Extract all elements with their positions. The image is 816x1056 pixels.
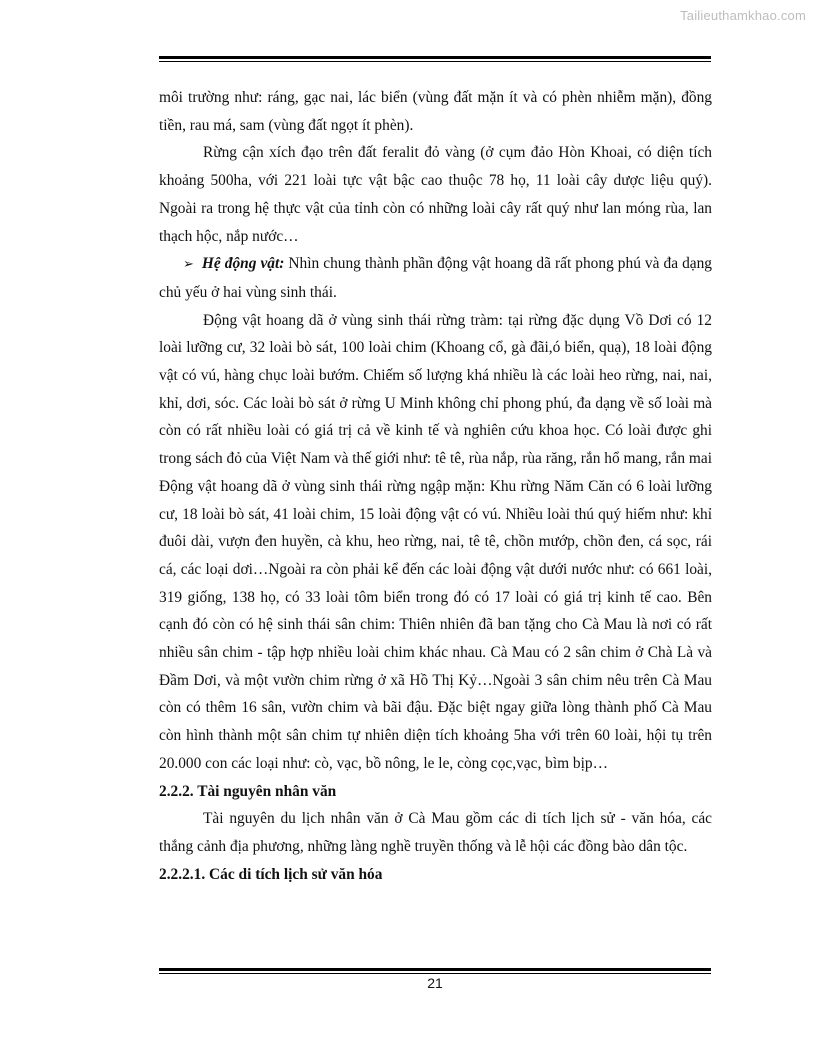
arrow-bullet-icon: ➢ xyxy=(183,257,194,273)
section-heading-tai-nguyen-nhan-van: 2.2.2. Tài nguyên nhân văn xyxy=(159,782,337,800)
he-dong-vat-text: Nhìn chung thành phần động vật hoang dã rất phong phú và đa dạng chủ yếu ở hai vùng sinh thái. xyxy=(159,255,712,301)
he-dong-vat-label: Hệ động vật: xyxy=(201,255,285,273)
footer-rule xyxy=(159,968,711,974)
paragraph-continued: môi trường như: ráng, gạc nai, lác biển (vùng đất mặn ít và có phèn nhiễm mặn), đồng tiền, rau má, sam (vùng đất ngọt ít phèn). xyxy=(159,89,712,134)
paragraph-dong-vat-hoang-da: Động vật hoang dã ở vùng sinh thái rừng tràm: tại rừng đặc dụng Vồ Dơi có 12 loài lưỡng cư, 32 loài bò sát, 100 loài chim (Khoang cổ, gà đãi,ó biển, quạ), 18 loài động vật có vú, hàng chục loài bướm. Chiếm số lượng khá nhiều là các loài heo rừng, nai, nai, khỉ, dơi, sóc. Các loài bò sát ở rừng U Minh không chỉ phong phú, đa dạng về số loài mà còn có rất nhiều loài có giá trị cả về kinh tế và nghiên cứu khoa học. Có loài được ghi trong sách đỏ của Việt Nam và thế giới như: tê tê, rùa nắp, rùa răng, rắn hổ mang, rắn mai Động vật hoang dã ở vùng sinh thái rừng ngập mặn: Khu rừng Năm Căn có 6 loài lưỡng cư, 18 loài bò sát, 41 loài chim, 15 loài động vật có vú. Nhiều loài thú quý hiếm như: khỉ đuôi dài, vượn đen huyền, cà khu, heo rừng, nai, tê tê, chồn mướp, chồn đen, cá sọc, rái cá, các loại dơi…Ngoài ra còn phải kể đến các loài động vật dưới nước như: có 661 loài, 319 giống, 138 họ, có 33 loài tôm biển trong đó có 17 loài có giá trị kinh tế cao. Bên cạnh đó còn có hệ sinh thái sân chim: Thiên nhiên đã ban tặng cho Cà Mau là nơi có rất nhiều sân chim - tập hợp nhiều loài chim khác nhau. Cà Mau có 2 sân chim ở Chà Là và Đầm Dơi, và một vườn chim rừng ở xã Hồ Thị Kỷ…Ngoài 3 sân chim nêu trên Cà Mau còn có thêm 16 sân, vườn chim và bãi đậu. Đặc biệt ngay giữa lòng thành phố Cà Mau còn hình thành một sân chim tự nhiên diện tích khoảng 5ha với trên 60 loài, hội tụ trên 20.000 con các loại như: cò, vạc, bồ nông, le le, còng cọc,vạc, bìm bịp… xyxy=(159,311,712,772)
paragraph-rung-can-xich-dao: Rừng cận xích đạo trên đất feralit đỏ vàng (ở cụm đảo Hòn Khoai, có diện tích khoảng 500ha, với 221 loài tực vật bậc cao thuộc 78 họ, 11 loài cây dược liệu quý). Ngoài ra trong hệ thực vật của tỉnh còn có những loài cây rất quý như lan móng rùa, lan thạch hộc, nắp nước… xyxy=(159,144,712,245)
paragraph-tai-nguyen-du-lich: Tài nguyên du lịch nhân văn ở Cà Mau gồm các di tích lịch sử - văn hóa, các thắng cảnh địa phương, những làng nghề truyền thống và lễ hội các đồng bào dân tộc. xyxy=(159,810,712,855)
watermark: Tailieuthamkhao.com xyxy=(680,8,806,23)
page-body xyxy=(159,84,712,888)
page-number: 21 xyxy=(427,975,443,991)
header-rule xyxy=(159,56,711,62)
paragraph-he-dong-vat xyxy=(159,250,712,306)
subsection-heading-di-tich: 2.2.2.1. Các di tích lịch sử văn hóa xyxy=(159,865,383,883)
